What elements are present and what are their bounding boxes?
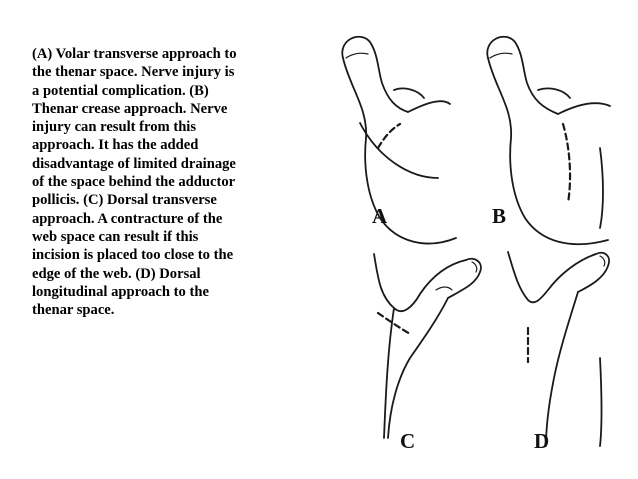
panel-label-b: B — [492, 204, 507, 228]
caption-line: Thenar crease approach. Nerve — [32, 100, 228, 117]
caption-line: a potential complication. (B) — [32, 82, 209, 99]
caption-line: disadvantage of limited drainage — [32, 155, 236, 172]
figure-caption — [32, 45, 294, 319]
caption-line: of the space behind the adductor — [32, 174, 236, 191]
hand-incision-illustration — [338, 28, 618, 458]
caption-line: injury can result from this — [32, 119, 197, 136]
caption-line: (A) Volar transverse approach to — [32, 46, 237, 62]
panel-label-a: A — [372, 204, 388, 228]
caption-line: thenar space. — [32, 302, 115, 319]
panel-c-label — [400, 429, 415, 453]
caption-line: incision is placed too close to the — [32, 247, 234, 264]
panel-d-hand-drawing — [508, 252, 609, 446]
panel-d-label — [534, 429, 549, 453]
caption-line: edge of the web. (D) Dorsal — [32, 265, 201, 282]
caption-line: web space can result if this — [32, 228, 199, 245]
panel-a-label — [372, 204, 388, 228]
caption-line: the thenar space. Nerve injury is — [32, 64, 235, 81]
panel-label-c: C — [400, 429, 416, 453]
caption-line: longitudinal approach to the — [32, 283, 209, 300]
panel-label-d: D — [534, 429, 550, 453]
caption-line: approach. It has the added — [32, 137, 199, 154]
caption-line: approach. A contracture of the — [32, 210, 223, 227]
caption-line: pollicis. (C) Dorsal transverse — [32, 192, 217, 209]
panel-b-label — [492, 204, 506, 228]
panel-a-hand-drawing — [342, 37, 456, 244]
panel-c-hand-drawing — [374, 254, 481, 438]
